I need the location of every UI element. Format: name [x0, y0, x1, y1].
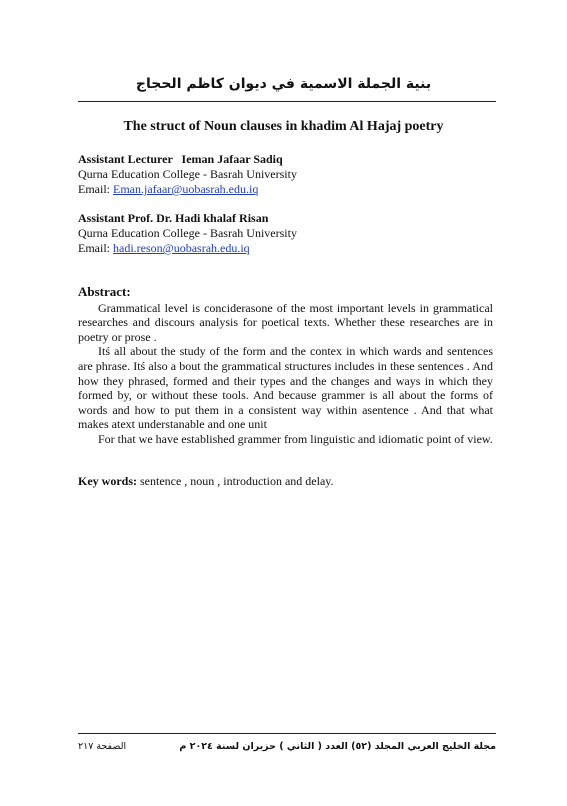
keywords-line	[78, 474, 498, 489]
abstract-paragraph: For that we have established grammer from linguistic and idiomatic point of view.	[98, 431, 493, 446]
author-email-link[interactable]: Eman.jafaar@uobasrah.edu.iq	[113, 182, 259, 196]
footer-divider	[78, 733, 496, 734]
running-header-title: بنية الجملة الاسمية في ديوان كاظم الحجاج	[135, 76, 432, 92]
abstract-heading: Abstract:	[78, 284, 131, 299]
paper-title: The struct of Noun clauses in khadim Al Hajaj poetry	[123, 119, 444, 134]
email-label: Email:	[78, 182, 113, 196]
keywords-label: Key words:	[78, 474, 137, 488]
abstract-paragraph: Grammatical level is conciderasone of the most important levels in grammatical researches and discours analysis for poetical texts. Whether these researches are in poetry or prose .	[78, 300, 493, 344]
author-affiliation: Qurna Education College - Basrah University	[78, 226, 297, 240]
abstract-paragraph: Itś all about the study of the form and the contex in which wards and sentences are phrase. Itś also a bout the grammatical structures includes in these sentences . And how they phrased, formed and their types and the changes and ways in which they formed by, or without these tools. And because grammer is all about the forms of words and how to put them in a consistent way within asentence . And that what makes atext understanable and one unit	[78, 344, 493, 432]
abstract-section	[78, 285, 493, 447]
author-email-line	[78, 241, 498, 256]
footer-journal-info: مجلة الخليج العربي المجلد (٥٢) العدد ( الثاني ) حزيران لسنة ٢٠٢٤ م	[179, 741, 496, 752]
header-divider	[78, 101, 496, 102]
author-name: Assistant Prof. Dr. Hadi khalaf Risan	[78, 211, 269, 225]
author-affiliation: Qurna Education College - Basrah University	[78, 167, 297, 181]
author-email-line	[78, 182, 498, 197]
email-label: Email:	[78, 241, 113, 255]
author-name: Assistant Lecturer Ieman Jafaar Sadiq	[78, 152, 283, 166]
keywords-text: sentence , noun , introduction and delay.	[137, 474, 334, 488]
author-block-2	[78, 211, 498, 256]
author-block-1	[78, 152, 498, 197]
author-email-link[interactable]: hadi.reson@uobasrah.edu.iq	[113, 241, 250, 255]
footer-page-number: الصفحة ٢١٧	[78, 741, 127, 752]
